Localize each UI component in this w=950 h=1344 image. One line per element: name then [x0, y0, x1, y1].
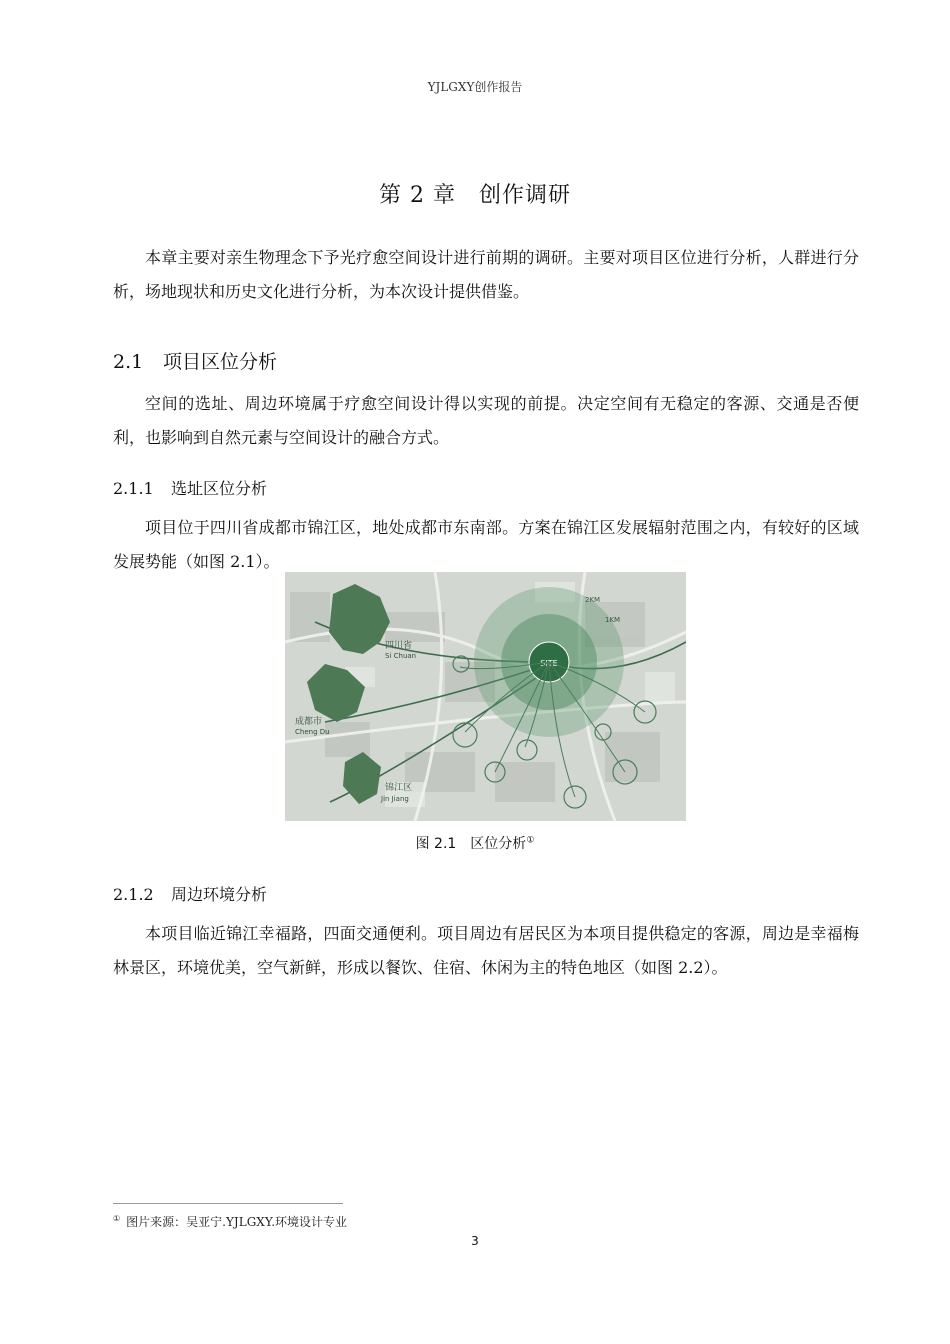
jinjiang-en-label: Jin Jiang: [381, 795, 409, 803]
subsection-number: 2.1.1: [113, 479, 154, 498]
radius-label-2km: 2KM: [585, 596, 601, 604]
section-2-1-2-paragraph: 本项目临近锦江幸福路，四面交通便利。项目周边有居民区为本项目提供稳定的客源，周边是幸福梅林景区，环境优美，空气新鲜，形成以餐饮、住宿、休闲为主的特色地区（如图 2.2）。: [113, 924, 859, 977]
section-number: 2.1: [113, 351, 144, 373]
location-analysis-map: [285, 572, 686, 821]
subsection-heading-2-1-1: [113, 476, 267, 499]
chengdu-label: 成都市: [295, 717, 323, 727]
page-number: 3: [471, 1234, 479, 1248]
map-graphic: [285, 572, 686, 821]
intro-paragraph: 本章主要对亲生物理念下予光疗愈空间设计进行前期的调研。主要对项目区位进行分析，人群进行分析，场地现状和历史文化进行分析，为本次设计提供借鉴。: [113, 248, 859, 301]
subsection-number: 2.1.2: [113, 885, 154, 904]
footnote-text: 图片来源：吴亚宁.YJLGXY.环境设计专业: [126, 1215, 348, 1229]
caption-footnote-mark: ①: [526, 835, 535, 846]
footnote: [113, 1213, 347, 1230]
sichuan-en-label: Si Chuan: [385, 652, 417, 660]
sichuan-label: 四川省: [385, 641, 413, 651]
section-heading-2-1: [113, 347, 277, 374]
page-header: YJLGXY创作报告: [427, 80, 523, 94]
caption-text: 图 2.1 区位分析: [415, 836, 527, 852]
section-2-1-1-paragraph: 项目位于四川省成都市锦江区，地处成都市东南部。方案在锦江区发展辐射范围之内，有较好的区域发展势能（如图 2.1）。: [113, 518, 859, 571]
site-label: SITE: [540, 659, 558, 668]
footnote-mark: ①: [113, 1214, 121, 1223]
footnote-divider: [113, 1203, 343, 1204]
subsection-heading-2-1-2: [113, 882, 267, 905]
chapter-title: 第 2 章 创作调研: [379, 183, 571, 208]
subsection-title: 选址区位分析: [171, 479, 268, 498]
subsection-title: 周边环境分析: [171, 885, 268, 904]
figure-caption: [0, 833, 950, 853]
section-title: 项目区位分析: [163, 351, 278, 373]
chengdu-en-label: Cheng Du: [295, 728, 330, 736]
section-2-1-paragraph: 空间的选址、周边环境属于疗愈空间设计得以实现的前提。决定空间有无稳定的客源、交通是否便利，也影响到自然元素与空间设计的融合方式。: [113, 394, 859, 447]
radius-label-1km: 1KM: [605, 616, 621, 624]
jinjiang-label: 锦江区: [385, 783, 413, 793]
